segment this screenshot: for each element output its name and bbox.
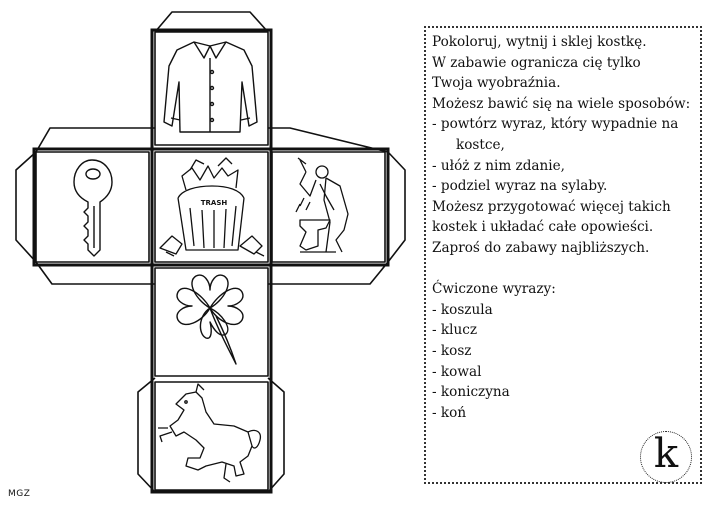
key-icon [74, 160, 112, 256]
word-item: - kosz [432, 342, 472, 359]
instruction-line: Możesz bawić się na wiele sposobów: [432, 95, 691, 112]
blacksmith-icon [296, 158, 348, 252]
instruction-line: - powtórz wyraz, który wypadnie na [432, 116, 679, 133]
word-item: - kowal [432, 363, 482, 380]
glue-flap-right [388, 152, 405, 262]
instruction-line: Pokoloruj, wytnij i sklej kostkę. [432, 34, 647, 50]
instruction-line: Możesz przygotować więcej takich [432, 198, 671, 215]
word-item: - klucz [432, 322, 478, 339]
word-item: - koń [432, 404, 467, 421]
word-item: - koszula [432, 301, 493, 318]
instructions-box [424, 26, 702, 484]
signature: MGZ [8, 489, 31, 499]
instruction-line: kostek i układać całe opowieści. [432, 219, 654, 236]
clover-icon [177, 275, 243, 364]
instruction-line: W zabawie ogranicza cię tylko [432, 54, 641, 71]
instruction-line: - ułóż z nim zdanie, [432, 157, 565, 174]
letter-badge: k [640, 431, 692, 483]
instruction-line: Twoja wyobraźnia. [432, 75, 561, 92]
shirt-icon [164, 42, 257, 132]
words-heading: Ćwiczone wyrazy: [432, 281, 556, 298]
trash-can-icon [160, 158, 264, 256]
word-item: - koniczyna [432, 384, 510, 401]
horse-icon [158, 384, 260, 482]
trash-label: TRASH [200, 199, 228, 207]
instruction-line: Zaproś do zabawy najbliższych. [432, 239, 650, 256]
instruction-line: - podziel wyraz na sylaby. [432, 178, 608, 195]
instruction-line: kostce, [456, 136, 505, 153]
